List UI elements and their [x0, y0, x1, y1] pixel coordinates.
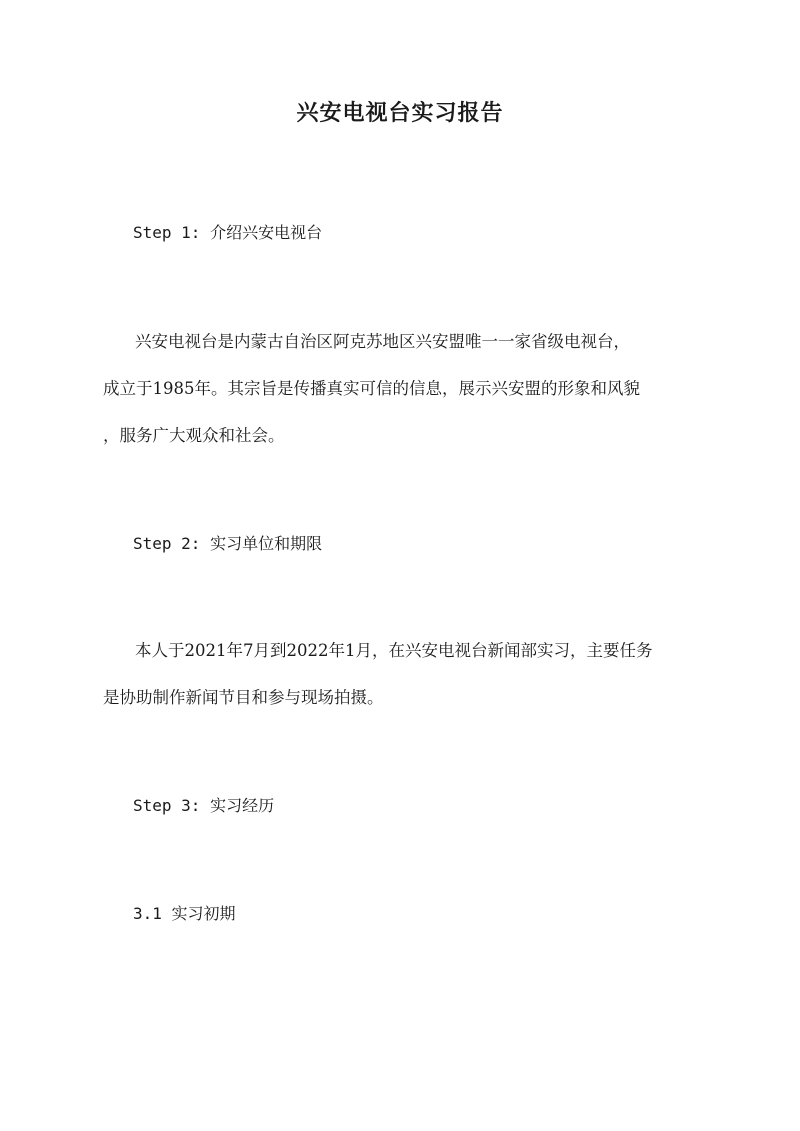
- paragraph-line: 兴安电视台是内蒙古自治区阿克苏地区兴安盟唯一一家省级电视台，: [135, 332, 630, 351]
- paragraph-internship-period: [103, 637, 703, 712]
- document-title: 兴安电视台实习报告: [296, 100, 504, 126]
- section-heading-step-2: Step 2: 实习单位和期限: [133, 534, 323, 553]
- paragraph-line: 是协助制作新闻节目和参与现场拍摄。: [103, 688, 384, 707]
- paragraph-line: 本人于2021年7月到2022年1月，在兴安电视台新闻部实习，主要任务: [135, 641, 653, 660]
- section-heading-step-1: Step 1: 介绍兴安电视台: [133, 223, 323, 242]
- paragraph-line: 成立于1985年。其宗旨是传播真实可信的信息，展示兴安盟的形象和风貌: [103, 379, 640, 398]
- paragraph-intro: [103, 328, 703, 448]
- paragraph-line: ，服务广大观众和社会。: [103, 426, 285, 445]
- subsection-heading-3-1: 3.1 实习初期: [133, 904, 236, 923]
- section-heading-step-3: Step 3: 实习经历: [133, 796, 275, 815]
